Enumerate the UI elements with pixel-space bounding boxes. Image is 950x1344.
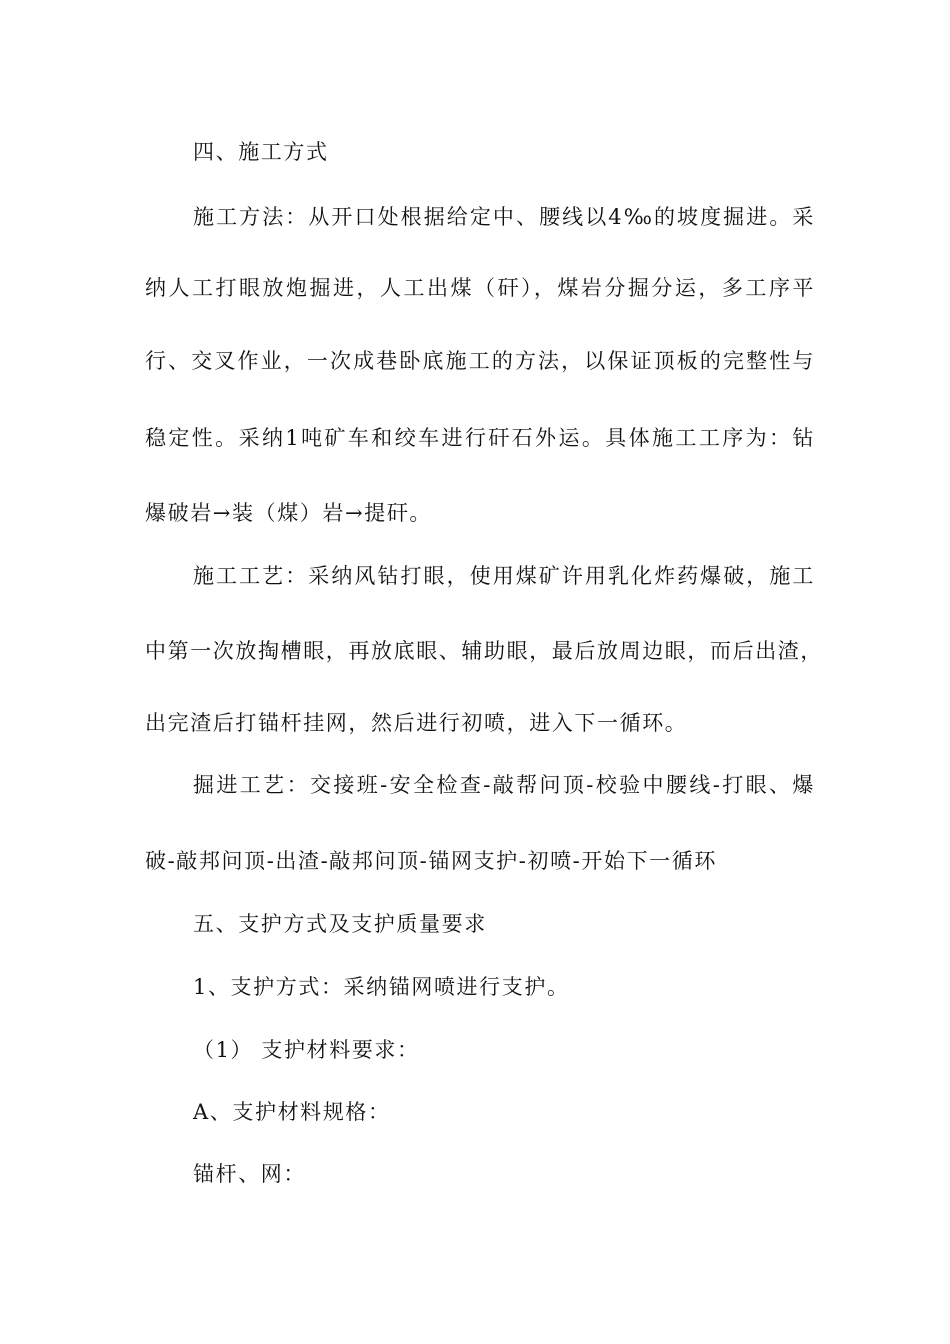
paragraph-line: 破-敲邦问顶-出渣-敲邦问顶-锚网支护-初喷-开始下一循环 bbox=[145, 849, 717, 873]
paragraph-line: 掘进工艺：交接班-安全检查-敲帮问顶-校验中腰线-打眼、爆 bbox=[193, 773, 815, 797]
section-heading-construction-method: 四、施工方式 bbox=[193, 140, 329, 164]
subheading-material-requirements: （1） 支护材料要求： bbox=[193, 1038, 420, 1062]
paragraph-line: 施工工艺：采纳风钻打眼，使用煤矿许用乳化炸药爆破，施工 bbox=[193, 564, 815, 588]
paragraph-line: 中第一次放掏槽眼，再放底眼、辅助眼，最后放周边眼，而后出渣， bbox=[145, 639, 823, 663]
paragraph-line: 行、交叉作业，一次成巷卧底施工的方法，以保证顶板的完整性与 bbox=[145, 349, 815, 373]
paragraph-line: 出完渣后打锚杆挂网，然后进行初喷，进入下一循环。 bbox=[145, 711, 688, 735]
subheading-support-method: 1、支护方式：采纳锚网喷进行支护。 bbox=[193, 975, 570, 999]
paragraph-line: 稳定性。采纳1吨矿车和绞车进行矸石外运。具体施工工序为：钻 bbox=[145, 426, 815, 450]
paragraph-line: 爆破岩→装（煤）岩→提矸。 bbox=[145, 501, 432, 525]
subheading-anchor-mesh: 锚杆、网： bbox=[193, 1162, 306, 1186]
subheading-material-specs: A、支护材料规格： bbox=[193, 1100, 391, 1124]
section-heading-support-method: 五、支护方式及支护质量要求 bbox=[193, 912, 487, 936]
paragraph-line: 施工方法：从开口处根据给定中、腰线以4‰的坡度掘进。采 bbox=[193, 205, 815, 229]
paragraph-line: 纳人工打眼放炮掘进，人工出煤（矸），煤岩分掘分运，多工序平 bbox=[145, 276, 815, 300]
